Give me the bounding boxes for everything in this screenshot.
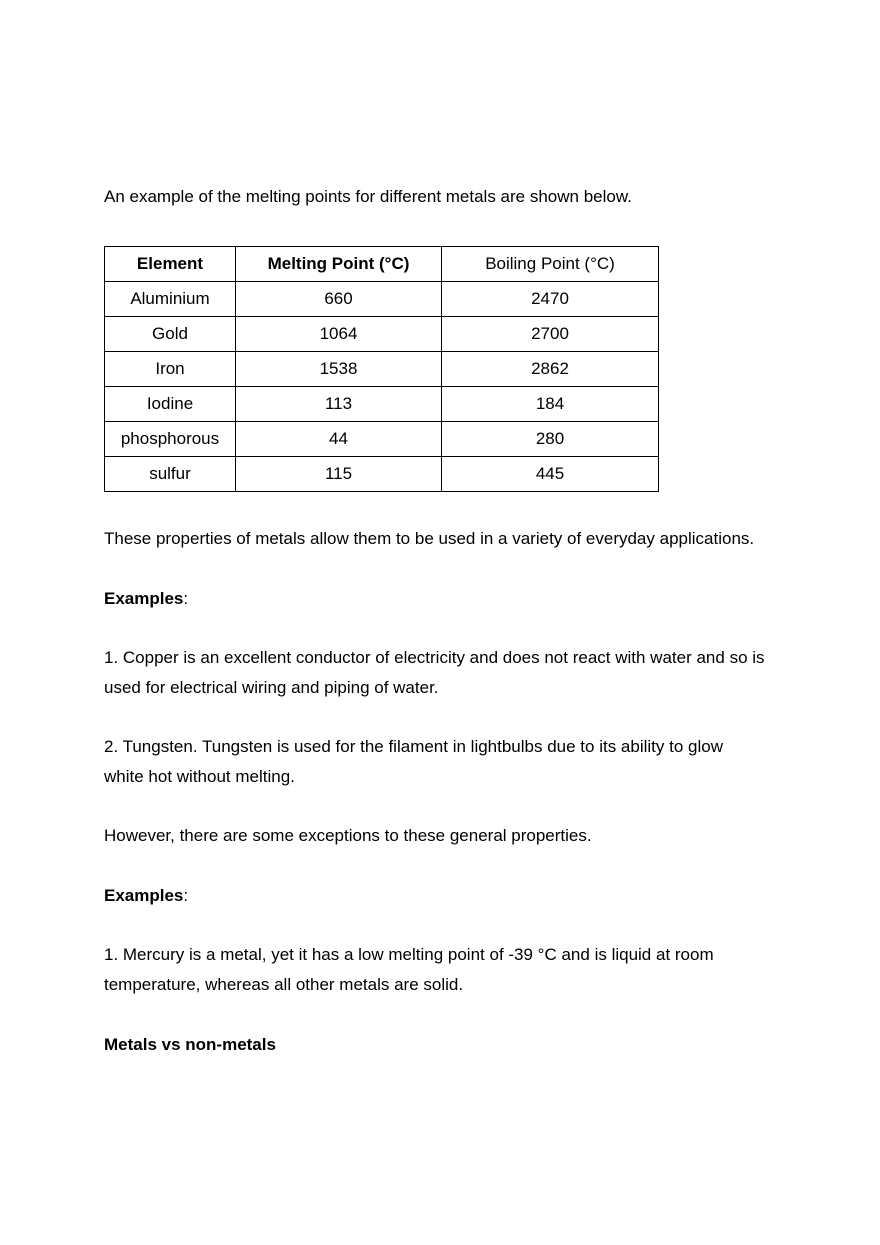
table-cell: 2862 xyxy=(442,352,659,387)
examples-colon: : xyxy=(183,886,189,905)
properties-paragraph: These properties of metals allow them to be used in a variety of everyday applications. xyxy=(104,529,755,548)
table-cell: 1064 xyxy=(236,317,442,352)
table-cell: 2700 xyxy=(442,317,659,352)
table-cell: 2470 xyxy=(442,282,659,317)
melting-points-table xyxy=(104,246,659,492)
table-header-row xyxy=(105,247,659,282)
example-copper-line-2: used for electrical wiring and piping of water. xyxy=(104,678,439,697)
table-row xyxy=(105,317,659,352)
header-element: Element xyxy=(105,247,236,282)
table-cell: 1538 xyxy=(236,352,442,387)
table-cell: Iron xyxy=(105,352,236,387)
section-heading: Metals vs non-metals xyxy=(104,1035,276,1054)
examples-heading-1 xyxy=(104,589,188,609)
example-tungsten-line-1: 2. Tungsten. Tungsten is used for the filament in lightbulbs due to its ability to glow xyxy=(104,737,723,756)
exception-mercury-line-1: 1. Mercury is a metal, yet it has a low melting point of -39 °C and is liquid at room xyxy=(104,945,714,964)
examples-heading-2 xyxy=(104,886,188,906)
table-cell: Gold xyxy=(105,317,236,352)
examples-label: Examples xyxy=(104,886,184,905)
table-cell: 113 xyxy=(236,387,442,422)
examples-colon: : xyxy=(183,589,189,608)
table-cell: 660 xyxy=(236,282,442,317)
table-cell: 445 xyxy=(442,457,659,492)
example-tungsten-line-2: white hot without melting. xyxy=(104,767,295,786)
table-cell: 44 xyxy=(236,422,442,457)
table-row xyxy=(105,282,659,317)
exception-mercury-line-2: temperature, whereas all other metals are solid. xyxy=(104,975,464,994)
table-cell: phosphorous xyxy=(105,422,236,457)
table-row xyxy=(105,387,659,422)
table-cell: Iodine xyxy=(105,387,236,422)
table-cell: Aluminium xyxy=(105,282,236,317)
table-cell: 115 xyxy=(236,457,442,492)
table-cell: 280 xyxy=(442,422,659,457)
intro-paragraph: An example of the melting points for different metals are shown below. xyxy=(104,187,632,206)
header-melting-point: Melting Point (°C) xyxy=(236,247,442,282)
table-row xyxy=(105,422,659,457)
header-boiling-point: Boiling Point (°C) xyxy=(442,247,659,282)
example-copper-line-1: 1. Copper is an excellent conductor of electricity and does not react with water and so is xyxy=(104,648,765,667)
table-row xyxy=(105,457,659,492)
table-cell: sulfur xyxy=(105,457,236,492)
table-cell: 184 xyxy=(442,387,659,422)
table-row xyxy=(105,352,659,387)
examples-label: Examples xyxy=(104,589,184,608)
exceptions-paragraph: However, there are some exceptions to these general properties. xyxy=(104,826,592,845)
